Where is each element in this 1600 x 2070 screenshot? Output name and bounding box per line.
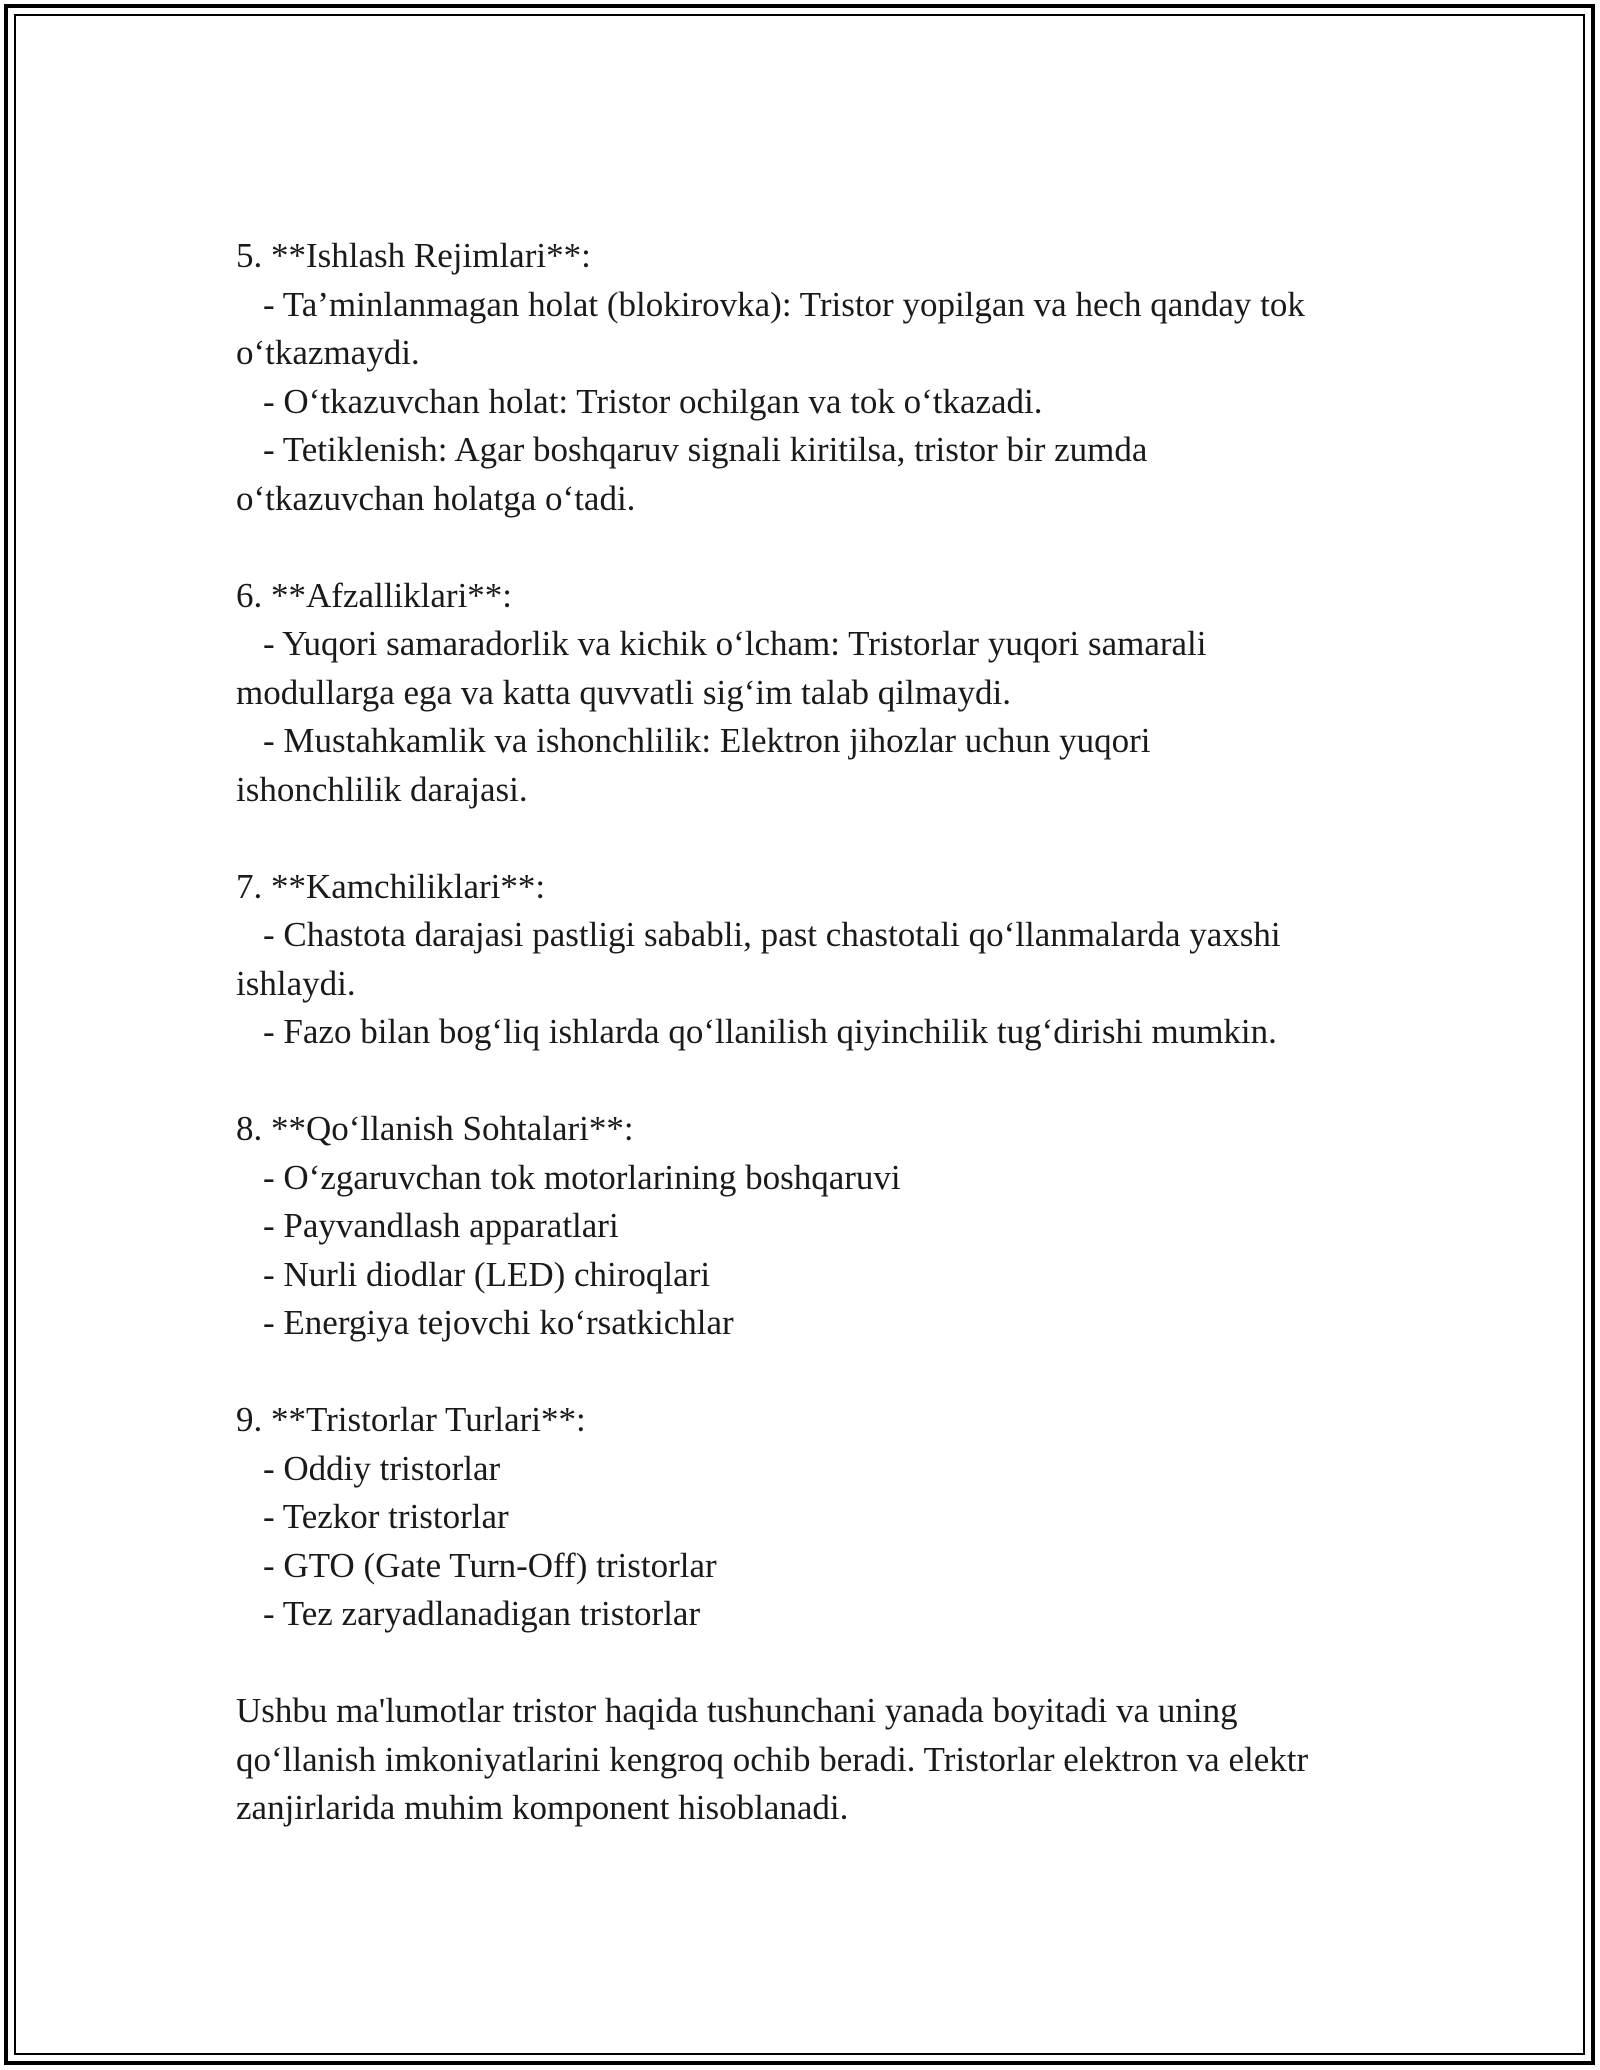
- section-heading: 7. **Kamchiliklari**:: [236, 866, 546, 906]
- bullet-continuation: o‘tkazmaydi.: [236, 333, 420, 372]
- section: [236, 863, 1386, 1057]
- closing-line: zanjirlarida muhim komponent hisoblanadi.: [236, 1788, 849, 1827]
- bullet-continuation: o‘tkazuvchan holatga o‘tadi.: [236, 478, 636, 518]
- section: [236, 572, 1386, 815]
- section: [236, 1396, 1386, 1639]
- document-body: [236, 232, 1386, 1833]
- bullet-item: - Tez zaryadlanadigan tristorlar: [263, 1594, 701, 1633]
- section-heading: 9. **Tristorlar Turlari**:: [236, 1400, 586, 1439]
- closing-line: qo‘llanish imkoniyatlarini kengroq ochib beradi. Tristorlar elektron va elektr: [236, 1739, 1309, 1779]
- section: [236, 232, 1386, 523]
- section-heading: 5. **Ishlash Rejimlari**:: [236, 236, 591, 275]
- bullet-continuation: ishonchlilik darajasi.: [236, 769, 528, 809]
- bullet-item: - O‘zgaruvchan tok motorlarining boshqaruvi: [263, 1157, 901, 1197]
- bullet-item: - O‘tkazuvchan holat: Tristor ochilgan va tok o‘tkazadi.: [263, 381, 1043, 421]
- section-heading: 8. **Qo‘llanish Sohtalari**:: [236, 1109, 634, 1148]
- bullet-continuation: ishlaydi.: [236, 963, 356, 1003]
- section: [236, 1105, 1386, 1348]
- bullet-item: - Chastota darajasi pastligi sababli, past chastotali qo‘llanmalarda yaxshi: [263, 915, 1281, 954]
- bullet-item: - Fazo bilan bog‘liq ishlarda qo‘llanilish qiyinchilik tug‘dirishi mumkin.: [263, 1012, 1277, 1051]
- bullet-item: - Nurli diodlar (LED) chiroqlari: [263, 1254, 711, 1294]
- bullet-item: - Yuqori samaradorlik va kichik o‘lcham: Tristorlar yuqori samarali: [263, 624, 1207, 663]
- bullet-item: - Tezkor tristorlar: [263, 1497, 509, 1536]
- bullet-item: - Mustahkamlik va ishonchlilik: Elektron jihozlar uchun yuqori: [263, 721, 1151, 760]
- section-heading: 6. **Afzalliklari**:: [236, 575, 513, 615]
- bullet-item: - Oddiy tristorlar: [263, 1448, 501, 1488]
- bullet-item: - Tetiklenish: Agar boshqaruv signali kiritilsa, tristor bir zumda: [263, 430, 1148, 469]
- bullet-continuation: modullarga ega va katta quvvatli sig‘im talab qilmaydi.: [236, 672, 1011, 712]
- closing-line: Ushbu ma'lumotlar tristor haqida tushunchani yanada boyitadi va uning: [236, 1691, 1238, 1730]
- bullet-item: - Payvandlash apparatlari: [263, 1206, 619, 1245]
- bullet-item: - Energiya tejovchi ko‘rsatkichlar: [263, 1303, 734, 1342]
- bullet-item: - GTO (Gate Turn-Off) tristorlar: [263, 1545, 717, 1585]
- closing-paragraph: [236, 1687, 1386, 1833]
- bullet-item: - Ta’minlanmagan holat (blokirovka): Tristor yopilgan va hech qanday tok: [263, 284, 1305, 324]
- section-list: [236, 232, 1386, 1639]
